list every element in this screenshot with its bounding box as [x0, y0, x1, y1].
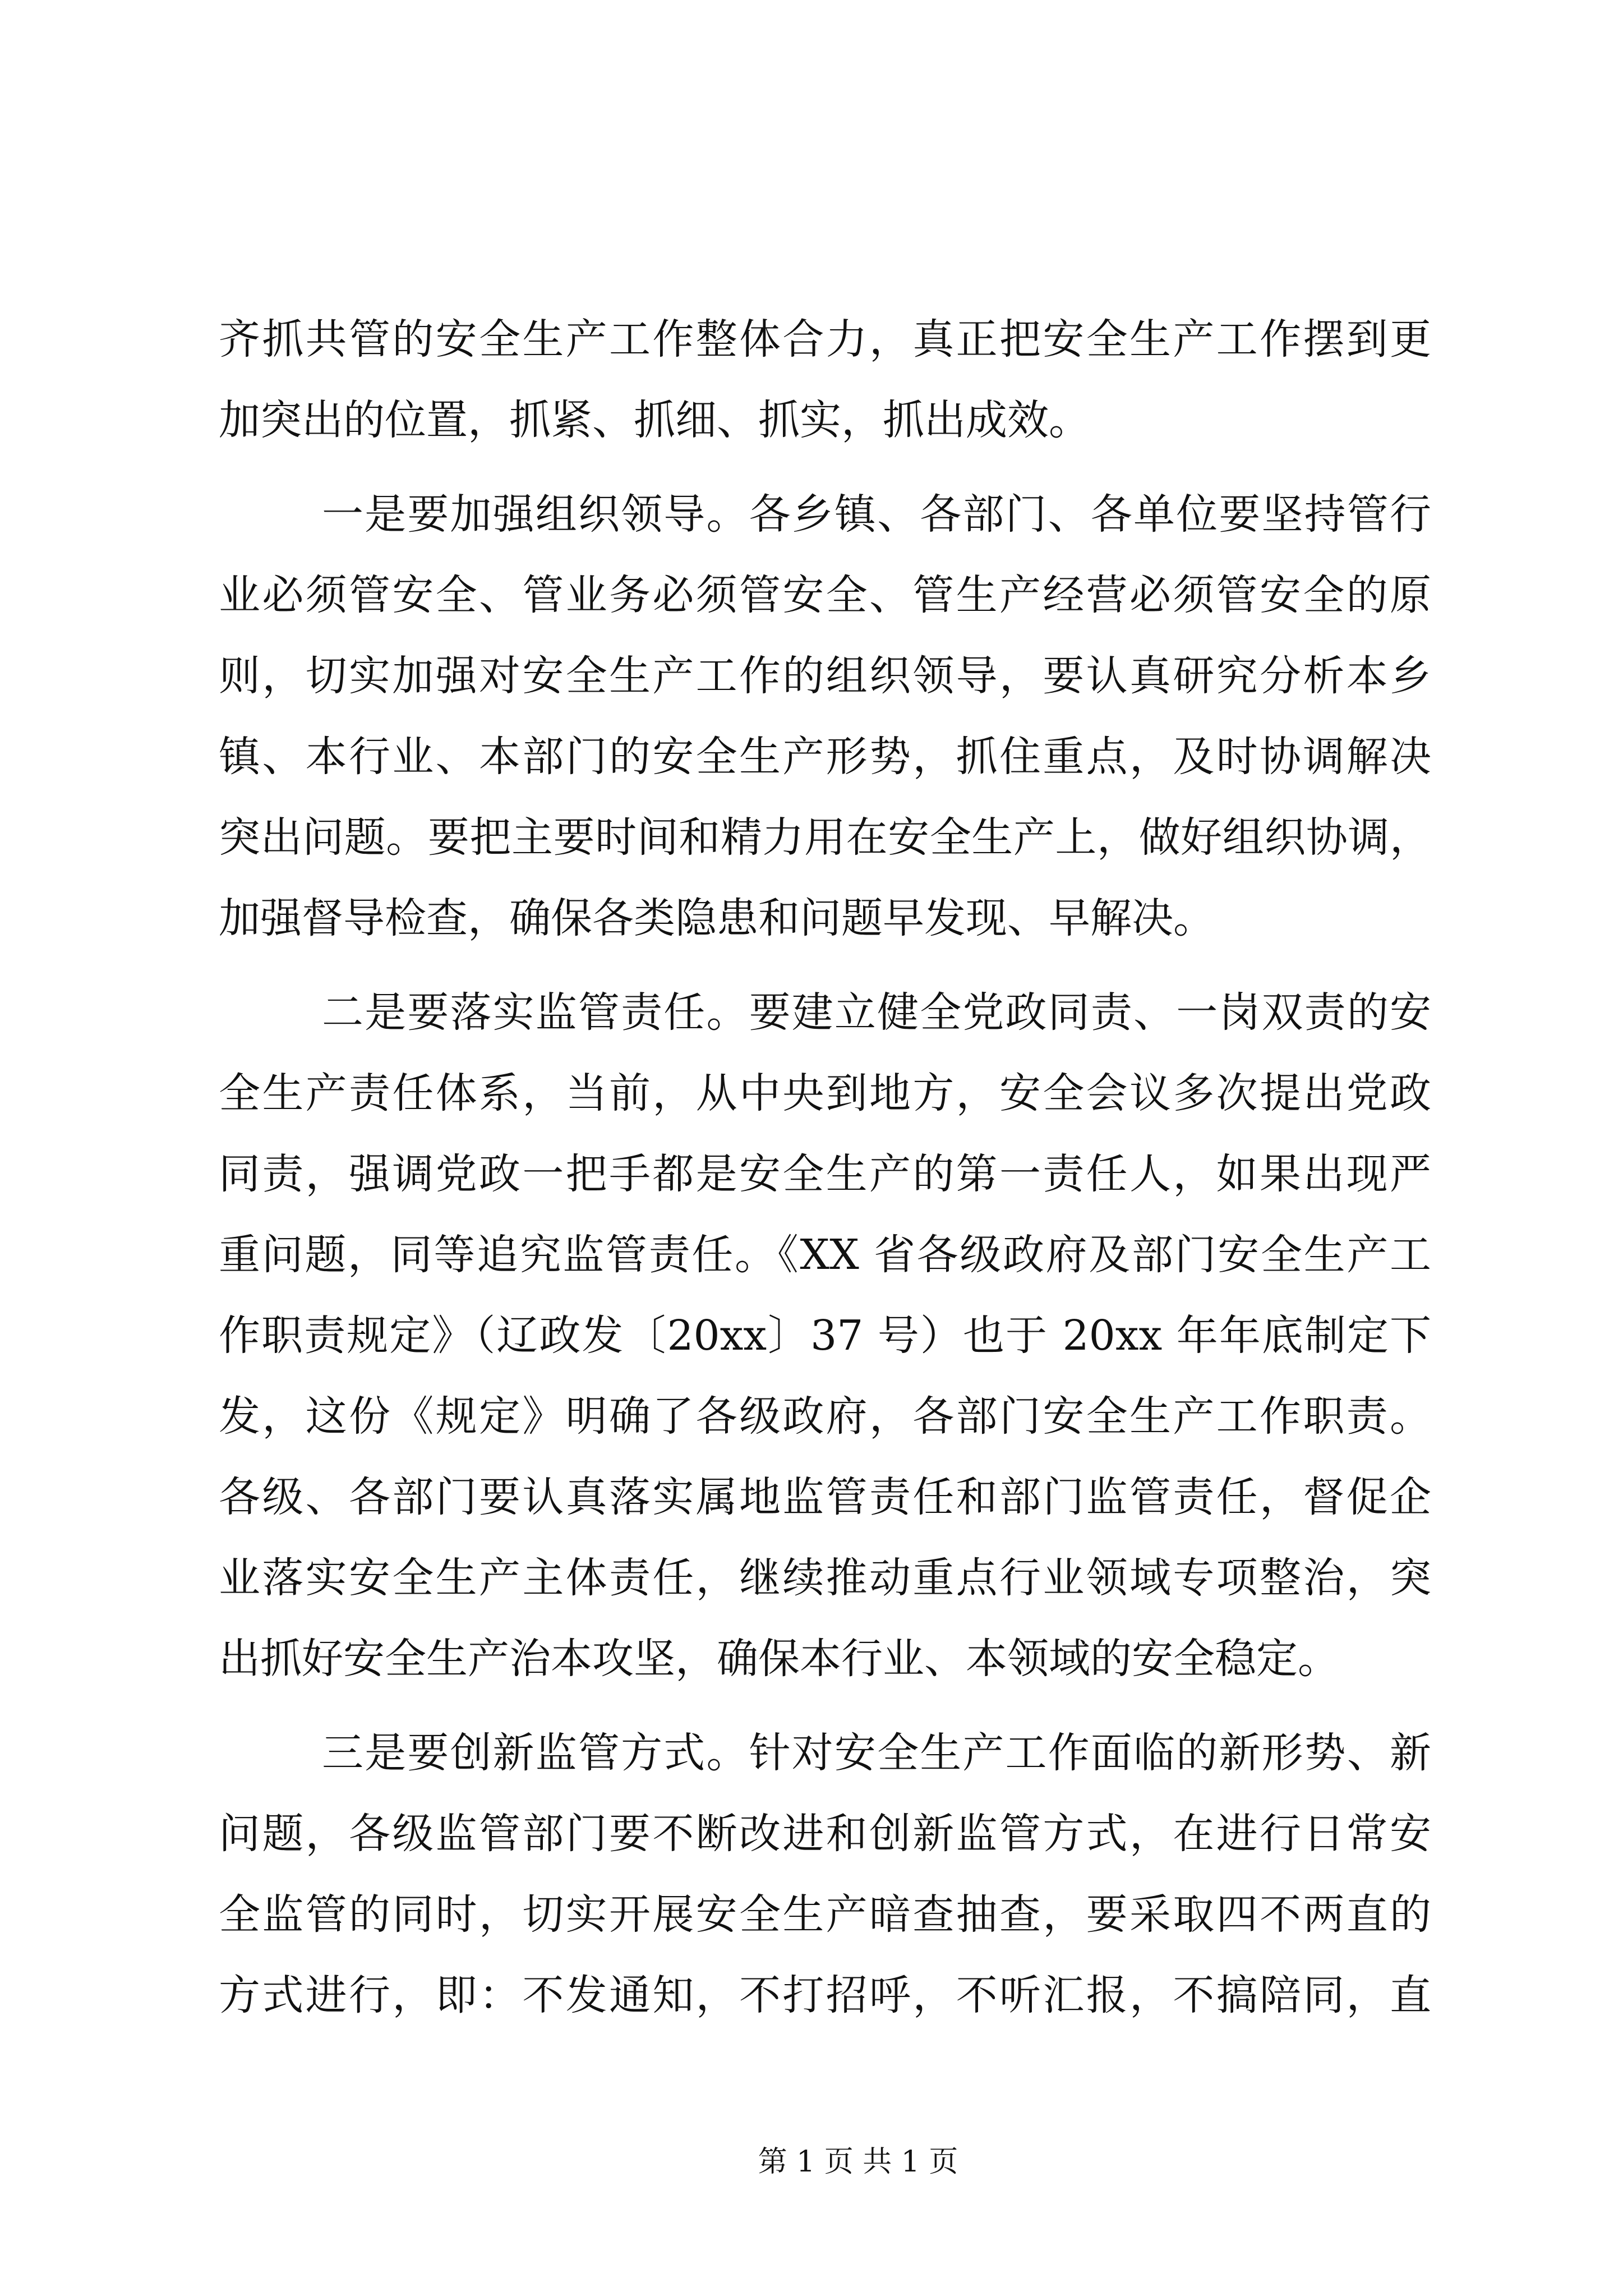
- page-footer: [634, 2143, 1082, 2181]
- text-line: 镇、本行业、本部门的安全生产形势，抓住重点，及时协调解决: [219, 733, 1431, 781]
- paragraph-4: [219, 1713, 1431, 2036]
- text-line: 作职责规定》（辽政发〔20xx〕37 号）也于 20xx 年年底制定下: [219, 1312, 1431, 1360]
- text-line: 同责，强调党政一把手都是安全生产的第一责任人，如果出现严: [219, 1150, 1431, 1198]
- text-line: 齐抓共管的安全生产工作整体合力，真正把安全生产工作摆到更: [219, 315, 1431, 364]
- paragraph-2: [219, 474, 1431, 959]
- paragraph-3: [219, 972, 1431, 1699]
- text-line: 重问题，同等追究监管责任。《XX 省各级政府及部门安全生产工: [219, 1231, 1431, 1279]
- text-line: 全监管的同时，切实开展安全生产暗查抽查，要采取四不两直的: [219, 1890, 1431, 1939]
- text-line: 三是要创新监管方式。针对安全生产工作面临的新形势、新: [322, 1729, 1431, 1777]
- text-line: 方式进行，即：不发通知，不打招呼，不听汇报，不搞陪同，直: [219, 1971, 1431, 2019]
- text-line: 业必须管安全、管业务必须管安全、管生产经营必须管安全的原: [219, 571, 1431, 619]
- text-line: 突出问题。要把主要时间和精力用在安全生产上，做好组织协调，: [219, 813, 1431, 862]
- text-line: 一是要加强组织领导。各乡镇、各部门、各单位要坚持管行: [322, 490, 1431, 539]
- text-line: 出抓好安全生产治本攻坚，确保本行业、本领域的安全稳定。: [219, 1635, 1339, 1683]
- text-line: 业落实安全生产主体责任，继续推动重点行业领域专项整治，突: [219, 1554, 1431, 1602]
- text-line: 则，切实加强对安全生产工作的组织领导，要认真研究分析本乡: [219, 652, 1431, 700]
- text-line: 加强督导检查，确保各类隐患和问题早发现、早解决。: [219, 894, 1215, 942]
- text-line: 问题，各级监管部门要不断改进和创新监管方式，在进行日常安: [219, 1810, 1431, 1858]
- text-line: 各级、各部门要认真落实属地监管责任和部门监管责任，督促企: [219, 1473, 1431, 1521]
- text-line: 加突出的位置，抓紧、抓细、抓实，抓出成效。: [219, 396, 1090, 444]
- paragraph-1: [219, 299, 1431, 461]
- page-number-label: 第 1 页 共 1 页: [758, 2145, 958, 2179]
- text-line: 全生产责任体系，当前，从中央到地方，安全会议多次提出党政: [219, 1069, 1431, 1117]
- text-line: 二是要落实监管责任。要建立健全党政同责、一岗双责的安: [322, 988, 1431, 1037]
- text-line: 发，这份《规定》明确了各级政府，各部门安全生产工作职责。: [219, 1392, 1431, 1441]
- document-body: [219, 299, 1431, 2036]
